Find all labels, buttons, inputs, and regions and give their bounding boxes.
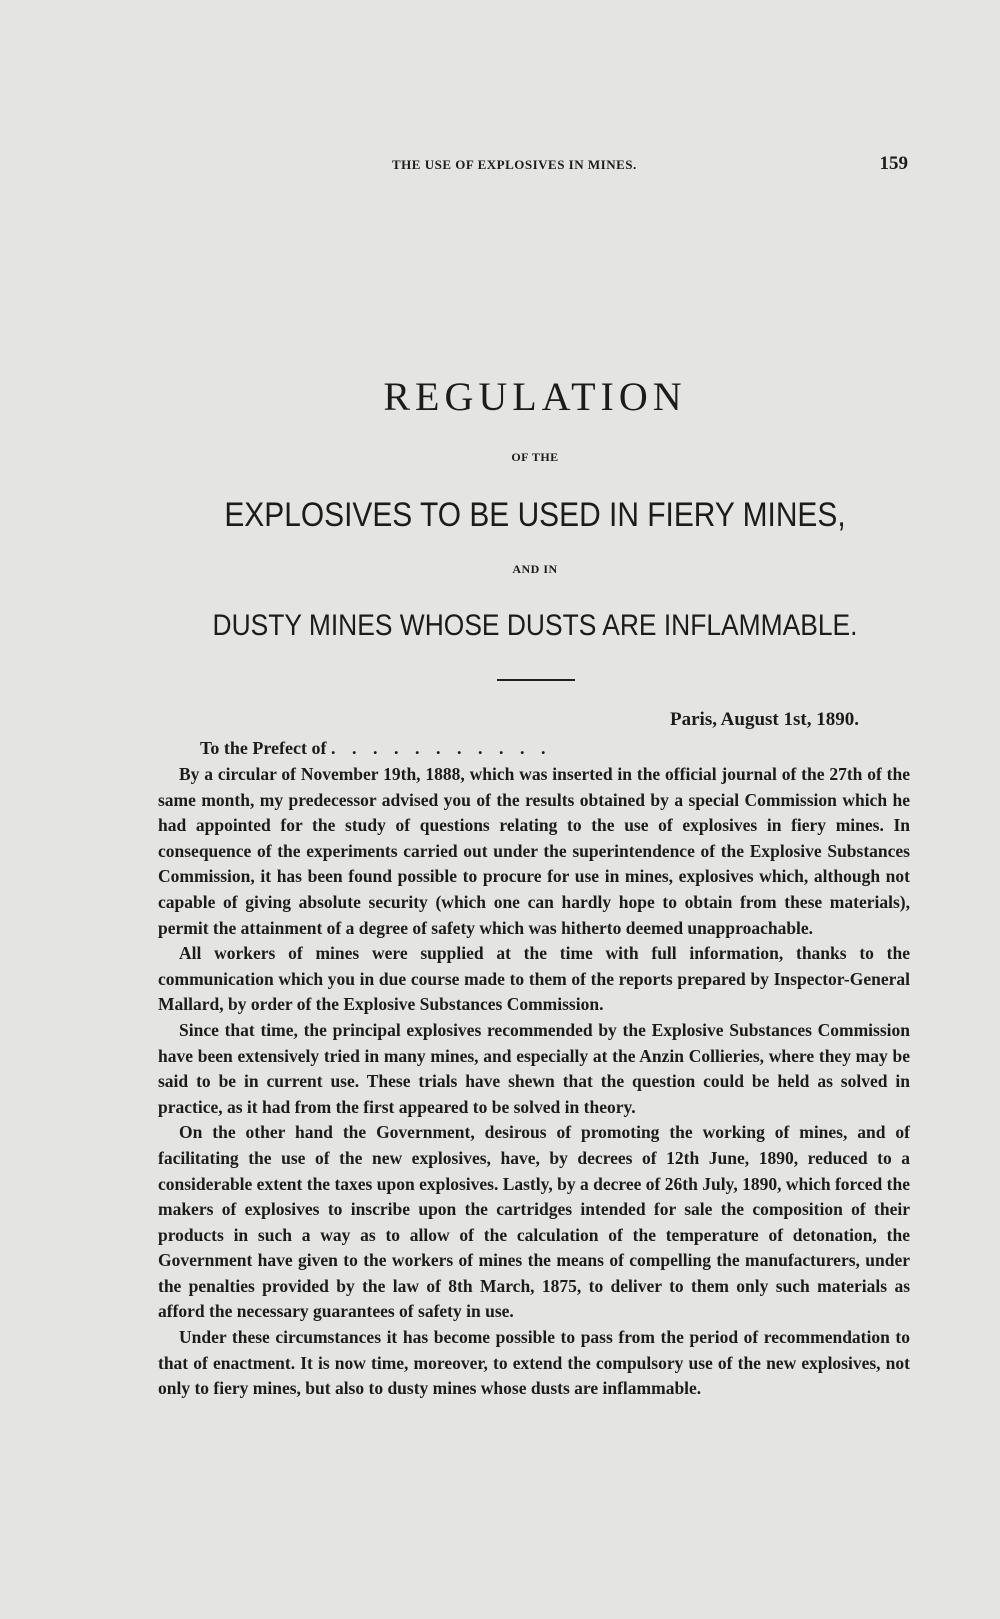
letter-date: Paris, August 1st, 1890.: [670, 709, 859, 730]
paragraph: Under these circumstances it has become possible to pass from the period of recommendation to that of enactment. It is now time, moreover, to extend the compulsory use of the new explosives, not only to fiery mines, but also to dusty mines whose dusts are inflammable.: [158, 1327, 910, 1399]
page-number: 159: [879, 153, 908, 174]
title-explosives: EXPLOSIVES TO BE USED IN FIERY MINES,: [224, 496, 846, 534]
title-and-in: AND IN: [512, 562, 558, 576]
salutation: [200, 736, 551, 760]
salutation-text: To the Prefect of: [200, 738, 327, 758]
title-dusty-mines: DUSTY MINES WHOSE DUSTS ARE INFLAMMABLE.: [212, 609, 858, 642]
paragraph: Since that time, the principal explosives recommended by the Explosive Substances Commission have been extensively tried in many mines, and especially at the Anzin Collieries, where they may be said to be in current use. These trials have shewn that the question could be held as solved in practice, as it had from the first appeared to be solved in theory.: [158, 1019, 910, 1117]
paragraph: All workers of mines were supplied at the time with full information, thanks to the communication which you in due course made to them of the reports prepared by Inspector-General Mallard, by order of the Explosive Substances Commission.: [158, 943, 910, 1015]
running-header: [160, 153, 910, 177]
title-regulation: REGULATION: [383, 374, 687, 419]
letter-body: [158, 762, 910, 1402]
salutation-dots: . . . . . . . . . . .: [330, 738, 552, 758]
title-of-the: OF THE: [511, 450, 559, 464]
paragraph: By a circular of November 19th, 1888, which was inserted in the official journal of the 27th of the same month, my predecessor advised you of the results obtained by a special Commission which he had appointed for the study of questions relating to the use of explosives in fiery mines. In consequence of the experiments carried out under the superintendence of the Explosive Substances Commission, it has been found possible to procure for use in mines, explosives which, although not capable of giving absolute security (which one can hardly hope to obtain from these materials), permit the attainment of a degree of safety which was hitherto deemed unapproachable.: [158, 764, 910, 938]
paragraph: On the other hand the Government, desirous of promoting the working of mines, and of facilitating the use of the new explosives, have, by decrees of 12th June, 1890, reduced to a considerable extent the taxes upon explosives. Lastly, by a decree of 26th July, 1890, which forced the makers of explosives to inscribe upon the cartridges intended for sale the composition of their products in such a way as to allow of the calculation of the temperature of detonation, the Government have given to the workers of mines the means of compelling the manufacturers, under the penalties provided by the law of 8th March, 1875, to deliver to them only such materials as afford the necessary guarantees of safety in use.: [158, 1122, 910, 1322]
title-divider: [497, 679, 575, 681]
running-title: THE USE OF EXPLOSIVES IN MINES.: [392, 157, 637, 172]
